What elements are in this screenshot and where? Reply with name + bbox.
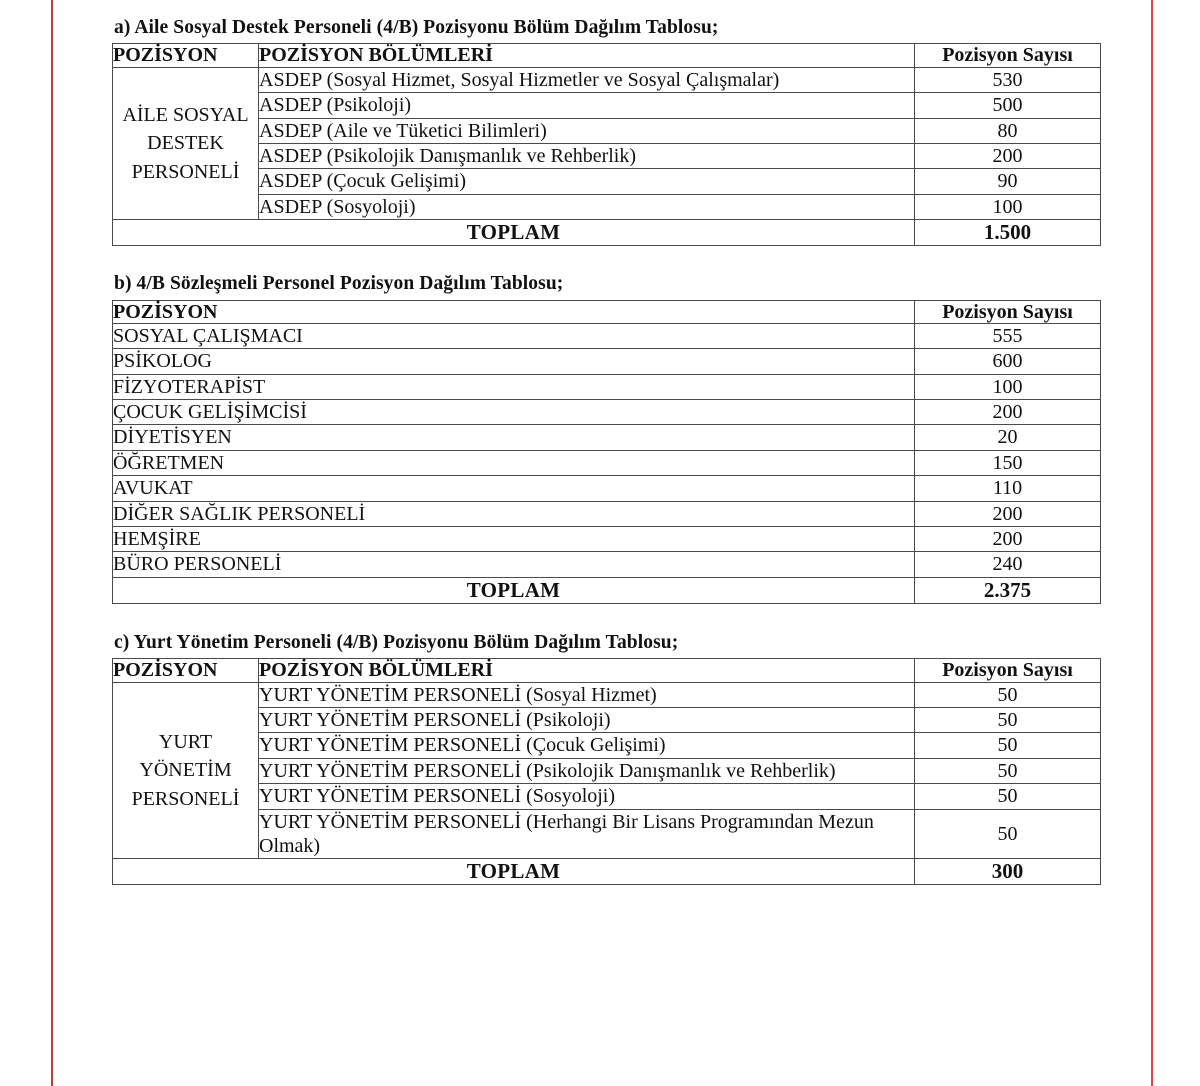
table-row	[113, 323, 1101, 348]
table-row	[113, 809, 1101, 859]
table-aile-sosyal-destek	[112, 43, 1101, 246]
group-label-aile-sosyal-destek: AİLE SOSYAL DESTEK PERSONELİ	[113, 67, 259, 219]
cell-department: ASDEP (Psikoloji)	[259, 93, 915, 118]
table-row	[113, 682, 1101, 707]
cell-position: BÜRO PERSONELİ	[113, 552, 915, 577]
cell-department: YURT YÖNETİM PERSONELİ (Herhangi Bir Lisans Programından Mezun Olmak)	[259, 809, 915, 859]
cell-count: 50	[915, 733, 1101, 758]
cell-count: 600	[915, 349, 1101, 374]
cell-department: ASDEP (Çocuk Gelişimi)	[259, 169, 915, 194]
total-value: 1.500	[915, 220, 1101, 246]
table-row	[113, 758, 1101, 783]
table-row	[113, 450, 1101, 475]
table-row	[113, 476, 1101, 501]
cell-position: DİYETİSYEN	[113, 425, 915, 450]
table-header-row	[113, 659, 1101, 682]
table-row	[113, 349, 1101, 374]
cell-department: ASDEP (Sosyoloji)	[259, 194, 915, 219]
total-value: 300	[915, 859, 1101, 885]
cell-count: 500	[915, 93, 1101, 118]
total-value: 2.375	[915, 577, 1101, 603]
table-row	[113, 733, 1101, 758]
cell-department: ASDEP (Psikolojik Danışmanlık ve Rehberlik)	[259, 143, 915, 168]
header-departments: POZİSYON BÖLÜMLERİ	[259, 659, 915, 682]
right-margin-rule	[1151, 0, 1153, 1086]
table-4b-sozlesmeli-personel	[112, 300, 1101, 604]
cell-position: PSİKOLOG	[113, 349, 915, 374]
cell-count: 555	[915, 323, 1101, 348]
cell-count: 50	[915, 682, 1101, 707]
table-row	[113, 67, 1101, 92]
table-header-row	[113, 44, 1101, 67]
section-b-title: b) 4/B Sözleşmeli Personel Pozisyon Dağılım Tablosu;	[114, 273, 564, 295]
cell-count: 50	[915, 809, 1101, 859]
section-c	[112, 631, 1100, 886]
table-row	[113, 93, 1101, 118]
table-total-row	[113, 577, 1101, 603]
table-row	[113, 400, 1101, 425]
section-a	[112, 16, 1100, 246]
cell-count: 200	[915, 143, 1101, 168]
group-label-yurt-yonetim: YURT YÖNETİM PERSONELİ	[113, 682, 259, 859]
header-count: Pozisyon Sayısı	[915, 300, 1101, 323]
table-row	[113, 527, 1101, 552]
table-row	[113, 501, 1101, 526]
total-label: TOPLAM	[113, 577, 915, 603]
cell-count: 200	[915, 400, 1101, 425]
cell-position: ÖĞRETMEN	[113, 450, 915, 475]
table-total-row	[113, 859, 1101, 885]
table-row	[113, 169, 1101, 194]
header-position: POZİSYON	[113, 44, 259, 67]
cell-department: YURT YÖNETİM PERSONELİ (Psikoloji)	[259, 707, 915, 732]
section-a-title: a) Aile Sosyal Destek Personeli (4/B) Pozisyonu Bölüm Dağılım Tablosu;	[114, 17, 719, 38]
table-row	[113, 784, 1101, 809]
table-row	[113, 143, 1101, 168]
section-spacer	[112, 604, 1100, 631]
table-header-row	[113, 300, 1101, 323]
cell-department: YURT YÖNETİM PERSONELİ (Sosyal Hizmet)	[259, 682, 915, 707]
header-position: POZİSYON	[113, 659, 259, 682]
table-row	[113, 707, 1101, 732]
cell-count: 200	[915, 527, 1101, 552]
table-row	[113, 194, 1101, 219]
section-b	[112, 272, 1100, 604]
cell-count: 110	[915, 476, 1101, 501]
cell-position: AVUKAT	[113, 476, 915, 501]
total-label: TOPLAM	[113, 220, 915, 246]
section-c-title: c) Yurt Yönetim Personeli (4/B) Pozisyonu Bölüm Dağılım Tablosu;	[114, 631, 679, 653]
table-row	[113, 374, 1101, 399]
cell-count: 100	[915, 194, 1101, 219]
document-page	[112, 0, 1100, 885]
table-row	[113, 425, 1101, 450]
cell-count: 90	[915, 169, 1101, 194]
cell-count: 200	[915, 501, 1101, 526]
cell-count: 150	[915, 450, 1101, 475]
cell-count: 100	[915, 374, 1101, 399]
cell-count: 80	[915, 118, 1101, 143]
cell-department: ASDEP (Sosyal Hizmet, Sosyal Hizmetler ve Sosyal Çalışmalar)	[259, 67, 915, 92]
cell-count: 50	[915, 758, 1101, 783]
cell-department: YURT YÖNETİM PERSONELİ (Psikolojik Danışmanlık ve Rehberlik)	[259, 758, 915, 783]
header-departments: POZİSYON BÖLÜMLERİ	[259, 44, 915, 67]
section-spacer	[112, 246, 1100, 272]
cell-count: 20	[915, 425, 1101, 450]
cell-position: HEMŞİRE	[113, 527, 915, 552]
cell-department: YURT YÖNETİM PERSONELİ (Sosyoloji)	[259, 784, 915, 809]
cell-position: FİZYOTERAPİST	[113, 374, 915, 399]
table-row	[113, 552, 1101, 577]
cell-department: YURT YÖNETİM PERSONELİ (Çocuk Gelişimi)	[259, 733, 915, 758]
table-row	[113, 118, 1101, 143]
header-position: POZİSYON	[113, 300, 915, 323]
cell-count: 50	[915, 707, 1101, 732]
header-count: Pozisyon Sayısı	[915, 44, 1101, 67]
cell-position: DİĞER SAĞLIK PERSONELİ	[113, 501, 915, 526]
cell-count: 240	[915, 552, 1101, 577]
table-yurt-yonetim-personeli	[112, 658, 1101, 885]
cell-count: 530	[915, 67, 1101, 92]
cell-position: SOSYAL ÇALIŞMACI	[113, 323, 915, 348]
cell-position: ÇOCUK GELİŞİMCİSİ	[113, 400, 915, 425]
left-margin-rule	[51, 0, 53, 1086]
header-count: Pozisyon Sayısı	[915, 659, 1101, 682]
cell-department: ASDEP (Aile ve Tüketici Bilimleri)	[259, 118, 915, 143]
page-top-spacer	[112, 0, 1100, 16]
total-label: TOPLAM	[113, 859, 915, 885]
table-total-row	[113, 220, 1101, 246]
cell-count: 50	[915, 784, 1101, 809]
